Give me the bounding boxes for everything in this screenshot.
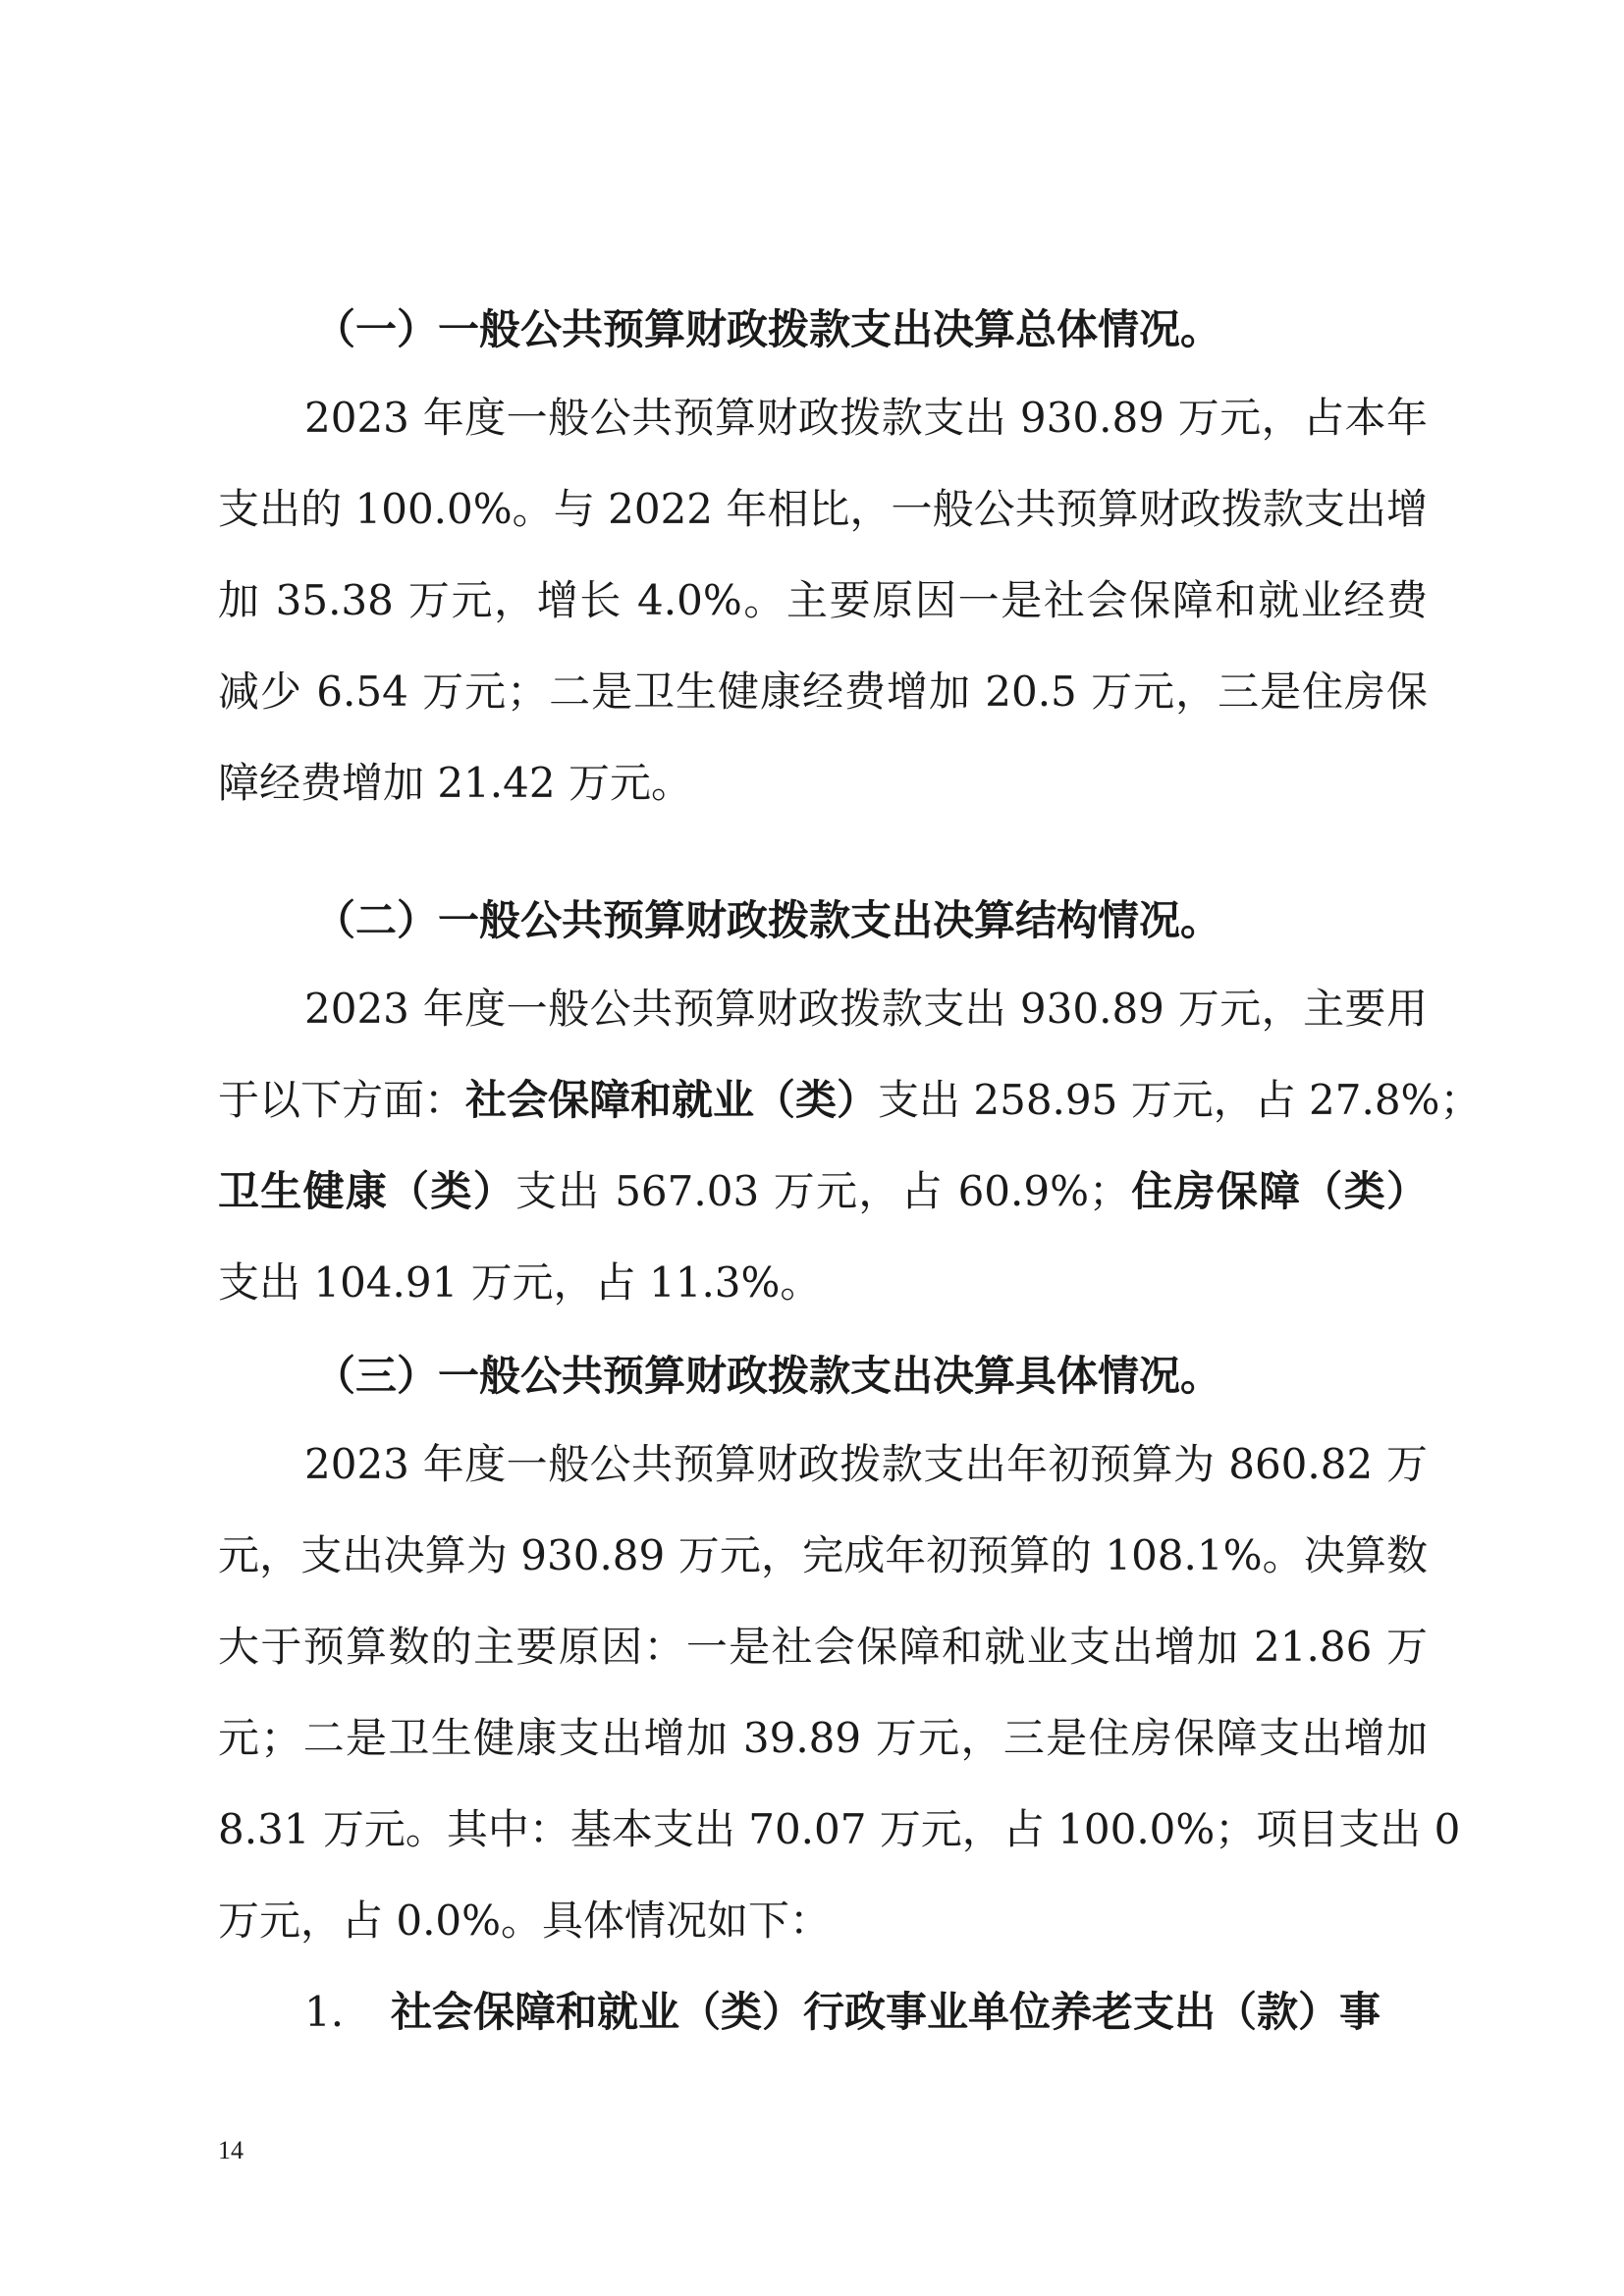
- sub-item-1: [304, 1985, 1428, 2040]
- section-1-line-5: 障经费增加 21.42 万元。: [218, 759, 692, 807]
- section-3-line-3: 大于预算数的主要原因：一是社会保障和就业支出增加 21.86 万: [218, 1623, 1428, 1671]
- section-1-line-2: 支出的 100.0%。与 2022 年相比，一般公共预算财政拨款支出增: [218, 485, 1428, 533]
- section-3-line-1: 2023 年度一般公共预算财政拨款支出年初预算为 860.82 万: [304, 1440, 1428, 1488]
- category-health: 卫生健康（类）: [218, 1167, 515, 1215]
- section-2-line-2-pre: 于以下方面：: [218, 1076, 466, 1124]
- category-social-security: 社会保障和就业（类）: [465, 1076, 879, 1124]
- section-2-line-2-post: 支出 258.95 万元，占 27.8%；: [878, 1076, 1482, 1124]
- section-1-line-3: 加 35.38 万元，增长 4.0%。主要原因一是社会保障和就业经费: [218, 576, 1428, 624]
- section-2-line-3: [218, 1164, 1428, 1219]
- section-3-line-4: 元；二是卫生健康支出增加 39.89 万元，三是住房保障支出增加: [218, 1714, 1428, 1762]
- section-3-line-6: 万元，占 0.0%。具体情况如下：: [218, 1896, 832, 1945]
- page-number: 14: [218, 2136, 244, 2164]
- section-3-heading: （三）一般公共预算财政拨款支出决算具体情况。: [314, 1352, 1222, 1400]
- section-2-line-2: [218, 1073, 1482, 1128]
- section-2-heading: （二）一般公共预算财政拨款支出决算结构情况。: [314, 896, 1222, 944]
- section-3-line-2: 元，支出决算为 930.89 万元，完成年初预算的 108.1%。决算数: [218, 1531, 1428, 1579]
- category-housing: 住房保障（类）: [1130, 1167, 1428, 1215]
- sub-item-text: 社会保障和就业（类）行政事业单位养老支出（款）事: [391, 1988, 1381, 2036]
- section-3-line-5: 8.31 万元。其中：基本支出 70.07 万元，占 100.0%；项目支出 0: [218, 1805, 1461, 1853]
- sub-item-number: 1.: [304, 1988, 345, 2036]
- section-1-line-4: 减少 6.54 万元；二是卫生健康经费增加 20.5 万元，三是住房保: [218, 667, 1428, 716]
- section-1-line-1: 2023 年度一般公共预算财政拨款支出 930.89 万元，占本年: [304, 394, 1428, 442]
- section-2-line-3-mid: 支出 567.03 万元，占 60.9%；: [515, 1167, 1130, 1215]
- section-2-line-1: 2023 年度一般公共预算财政拨款支出 930.89 万元，主要用: [304, 985, 1428, 1033]
- section-2-line-4: 支出 104.91 万元，占 11.3%。: [218, 1258, 822, 1307]
- section-1-heading: （一）一般公共预算财政拨款支出决算总体情况。: [314, 305, 1222, 353]
